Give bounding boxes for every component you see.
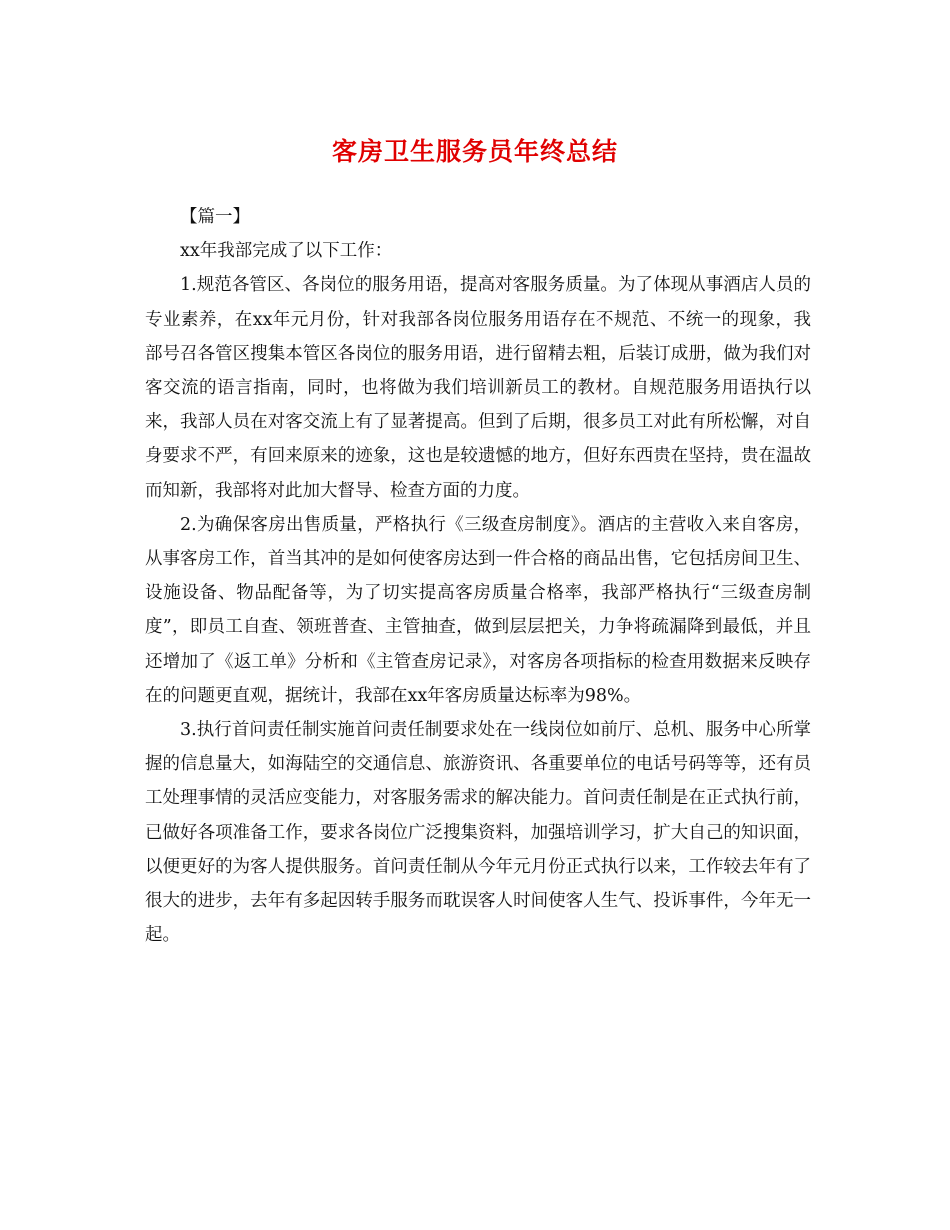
document-title: 客房卫生服务员年终总结 [331, 137, 618, 166]
paragraph-item-3: 3.执行首问责任制实施首问责任制要求处在一线岗位如前厅、总机、服务中心所掌握的信息量大，如海陆空的交通信息、旅游资讯、各重要单位的电话号码等等，还有员工处理事情的灵活应变能力，对客服务需求的解决能力。首问责任制是在正式执行前，已做好各项准备工作，要求各岗位广泛搜集资料，加强培训学习，扩大自己的知识面，以便更好的为客人提供服务。首问责任制从今年元月份正式执行以来，工作较去年有了很大的进步，去年有多起因转手服务而耽误客人时间使客人生气、投诉事件，今年无一起。 [145, 720, 811, 946]
section-heading: 【篇一】 [180, 207, 250, 227]
paragraph-item-2: 2.为确保客房出售质量，严格执行《三级查房制度》。酒店的主营收入来自客房，从事客房工作，首当其冲的是如何使客房达到一件合格的商品出售，它包括房间卫生、设施设备、物品配备等，为了切实提高客房质量合格率，我部严格执行“三级查房制度”，即员工自查、领班普查、主管抽查，做到层层把关，力争将疏漏降到最低，并且还增加了《返工单》分析和《主管查房记录》，对客房各项指标的检查用数据来反映存在的问题更直观，据统计，我部在xx年客房质量达标率为98%。 [145, 514, 811, 706]
paragraph-item-1: 1.规范各管区、各岗位的服务用语，提高对客服务质量。为了体现从事酒店人员的专业素养，在xx年元月份，针对我部各岗位服务用语存在不规范、不统一的现象，我部号召各管区搜集本管区各岗位的服务用语，进行留精去粗，后装订成册，做为我们对客交流的语言指南，同时，也将做为我们培训新员工的教材。自规范服务用语执行以来，我部人员在对客交流上有了显著提高。但到了后期，很多员工对此有所松懈，对自身要求不严，有回来原来的迹象，这也是较遗憾的地方，但好东西贵在坚持，贵在温故而知新，我部将对此加大督导、检查方面的力度。 [145, 275, 811, 501]
intro-paragraph: xx年我部完成了以下工作： [180, 241, 393, 262]
document-body [145, 200, 811, 952]
